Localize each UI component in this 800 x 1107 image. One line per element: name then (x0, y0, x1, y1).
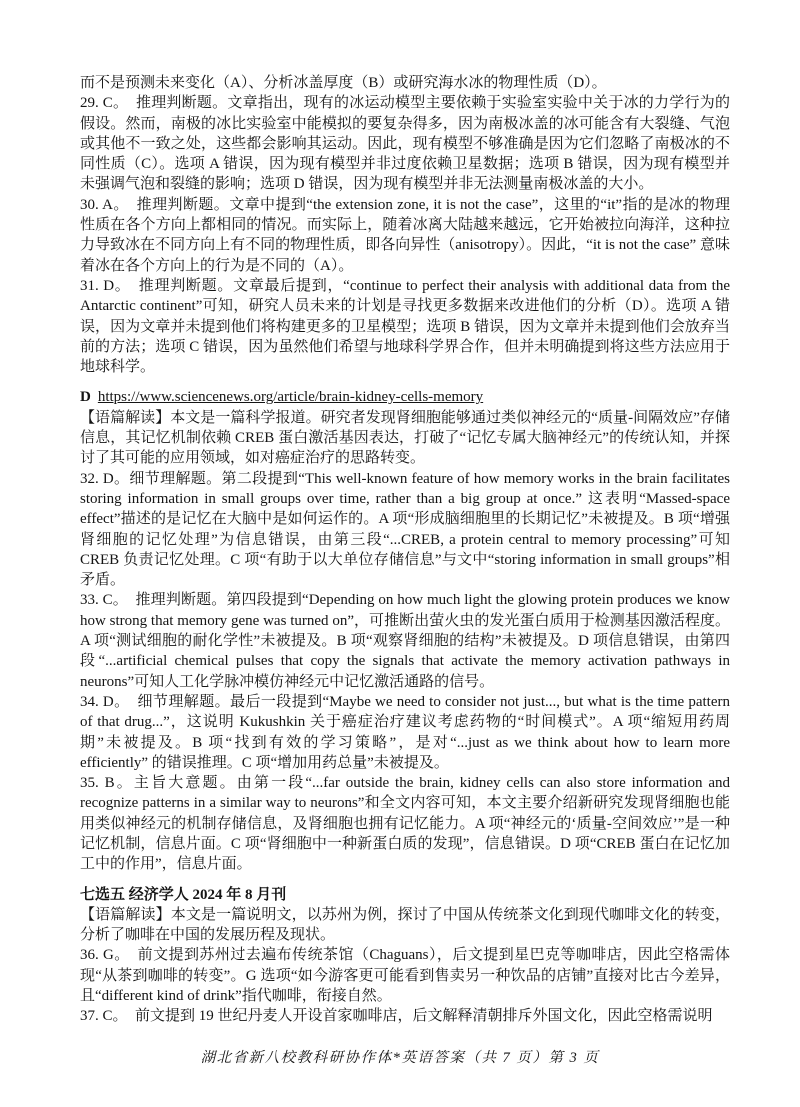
carryover-paragraph: 而不是预测未来变化（A）、分析冰盖厚度（B）或研究海水冰的物理性质（D）。 (80, 75, 607, 91)
answer-item-29: 29. C。 推理判断题。文章指出，现有的冰运动模型主要依赖于实验室实验中关于冰的力学行为的假设。然而，南极的冰比实验室中能模拟的要复杂得多，因为南极冰盖的冰可能含有大裂缝、气泡或其他不一致之处，这些都会影响其运动。因此，现有模型不够准确是因为它们忽略了南极冰的不同性质（C）。选项 A 错误，因为现有模型并非过度依赖卫星数据；选项 B 错误，因为现有模型并未强调气泡和裂缝的影响；选项 D 错误，因为现有模型并非无法测量南极冰盖的大小。 (80, 95, 730, 193)
footer-text: 湖北省新八校教科研协作体*英语答案（共 7 页）第 3 页 (200, 1050, 600, 1066)
section-heading-seven-choose-five: 七选五 经济学人 2024 年 8 月刊 (80, 886, 287, 903)
passage-d-label: D (80, 389, 91, 406)
answer-item-31: 31. D。 推理判断题。文章最后提到，“continue to perfect their analysis with additional data from the Antarctic continent”可知，研究人员未来的计划是寻找更多数据来改进他们的分析（D）。选项 A 错误，因为文章并未提到他们将构建更多的卫星模型；选项 B 错误，因为文章并未提到他们会放弃当前的方法；选项 C 错误，因为虽然他们希望与地球科学界合作，但并未明确提到将这些方法应用于地球科学。 (80, 277, 730, 376)
answer-item-37: 37. C。 前文提到 19 世纪丹麦人开设首家咖啡店，后文解释清朝排斥外国文化，因此空格需说明 (80, 1008, 713, 1025)
answer-item-30: 30. A。 推理判断题。文章中提到“the extension zone, it is not the case”，这里的“it”指的是冰的物理性质在各个方向上都相同的情况。而实际上，随着冰离大陆越来越远，它开始被拉向海洋，这种拉力导致冰在不同方向上有不同的物理性质，即各向异性（anisotropy）。因此，“it is not the case” 意味着冰在各个方向上的行为是不同的（A）。 (80, 196, 730, 274)
passage-d-source-line (80, 387, 730, 407)
answer-item-32: 32. D。细节理解题。第二段提到“This well-known feature of how memory works in the brain facilitates storing information in small groups over time, rather than a big group at once.” 这表明“Massed-space effect”描述的是记忆在大脑中是如何运作的。A 项“形成脑细胞里的长期记忆”未被提及。B 项“增强肾细胞的记忆处理”为信息错误，由第三段“...CREB, a protein central to memory processing”可知 CREB 负责记忆处理。C 项“有助于以大单位存储信息”与文中“storing information in small groups”相矛盾。 (80, 470, 730, 589)
answer-item-35: 35. B。主旨大意题。由第一段“...far outside the brain, kidney cells can also store information and recognize patterns in a similar way to neurons”和全文内容可知，本文主要介绍新研究发现肾细胞也能用类似神经元的机制存储信息，及肾细胞也拥有记忆能力。A 项“神经元的‘质量-空间效应’”是一种记忆机制，信息片面。C 项“肾细胞中一种新蛋白质的发现”，信息错误。D 项“CREB 蛋白在记忆加工中的作用”，信息片面。 (80, 775, 730, 873)
answer-item-36: 36. G。 前文提到苏州过去遍布传统茶馆（Chaguans），后文提到星巴克等咖啡店，因此空格需体现“从茶到咖啡的转变”。G 选项“如今游客更可能看到售卖另一种饮品的店铺”直接对比古今差异，且“different kind of drink”指代咖啡，衔接自然。 (80, 947, 730, 1005)
passage-seven-analysis: 【语篇解读】本文是一篇说明文，以苏州为例，探讨了中国从传统茶文化到现代咖啡文化的转变，分析了咖啡在中国的发展历程及现状。 (80, 906, 730, 944)
answer-item-34: 34. D。 细节理解题。最后一段提到“Maybe we need to consider not just..., but what is the time pattern of that drug...”，这说明 Kukushkin 关于癌症治疗建议考虑药物的“时间模式”。A 项“缩短用药周期”未被提及。B 项“找到有效的学习策略”，是对“...just as we think about how to learn more efficiently” 的错误推理。C 项“增加用药总量”未被提及。 (80, 693, 730, 771)
page-footer (0, 1046, 800, 1067)
answer-content (80, 73, 730, 1027)
passage-d-source-url[interactable]: https://www.sciencenews.org/article/brain-kidney-cells-memory (97, 389, 484, 406)
passage-d-analysis: 【语篇解读】本文是一篇科学报道。研究者发现肾细胞能够通过类似神经元的“质量-间隔效应”存储信息，其记忆机制依赖 CREB 蛋白激活基因表达，打破了“记忆专属大脑神经元”的传统认知，并探讨了其可能的应用领域，如对癌症治疗的思路转变。 (80, 409, 730, 467)
answer-item-33: 33. C。 推理判断题。第四段提到“Depending on how much light the glowing protein produces we know how strong that memory gene was turned on”，可推断出萤火虫的发光蛋白质用于检测基因激活程度。A 项“测试细胞的耐化学性”未被提及。B 项“观察肾细胞的结构”未被提及。D 项信息错误，由第四段“...artificial chemical pulses that copy the signals that activate the memory activation pathways in neurons”可知人工化学脉冲模仿神经元中记忆激活通路的信号。 (80, 592, 730, 690)
